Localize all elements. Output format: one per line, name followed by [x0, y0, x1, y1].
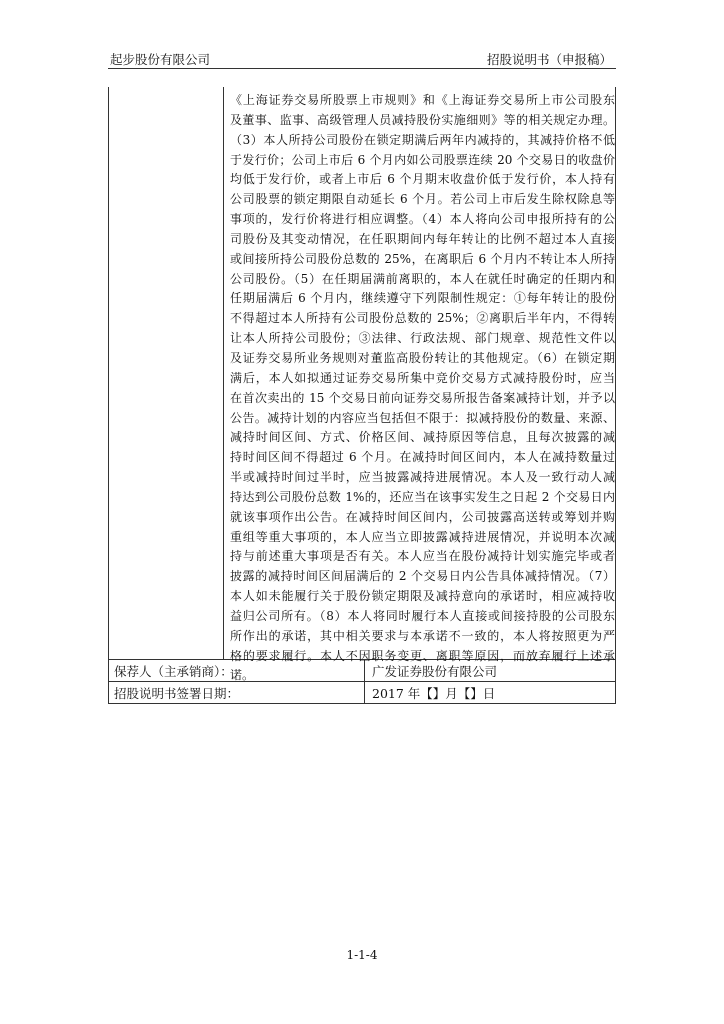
text-line: 让本人所持公司股份；③法律、行政法规、部门规章、规范性文件以	[230, 331, 615, 346]
sign-date-label: 招股说明书签署日期：	[114, 686, 240, 701]
document-title: 招股说明书（申报稿）	[486, 52, 612, 67]
text-line: 《上海证券交易所股票上市规则》和《上海证券交易所上市公司股东	[230, 93, 615, 107]
text-line: 公司股份。（5）在任期届满前离职的，本人在就任时确定的任期内和	[230, 271, 615, 286]
text-line: 诺。	[230, 668, 255, 683]
text-line: 或间接所持公司股份总数的 25%，在离职后 6 个月内不转让本人所持	[230, 251, 615, 266]
text-line: 半或减持时间过半时，应当披露减持进展情况。本人及一致行动人减	[230, 470, 615, 485]
text-line: 在首次卖出的 15 个交易日前向证券交易所报告备案减持计划，并予以	[230, 390, 615, 405]
text-line: 所作出的承诺，其中相关要求与本承诺不一致的，本人将按照更为严	[230, 628, 615, 643]
table-inner-divider	[223, 87, 224, 659]
table-left-border	[108, 87, 109, 703]
page-header	[108, 46, 616, 69]
sponsor-label: 保荐人（主承销商）：	[114, 664, 233, 679]
text-line: 均低于发行价，或者上市后 6 个月期末收盘价低于发行价，本人持有	[230, 172, 615, 187]
text-line: 就该事项作出公告。在减持时间区间内，公司披露高送转或筹划并购	[230, 509, 615, 524]
text-line: 持与前述重大事项是否有关。本人应当在股份减持计划实施完毕或者	[230, 549, 615, 564]
text-line: 司股份及其变动情况，在任职期间内每年转让的比例不超过本人直接	[230, 231, 615, 246]
table-right-border	[615, 87, 616, 703]
text-line: 格的要求履行。本人不因职务变更、离职等原因，而放弃履行上述承	[230, 648, 615, 663]
text-line: 于发行价；公司上市后 6 个月内如公司股票连续 20 个交易日的收盘价	[230, 152, 615, 167]
text-line: 不得超过本人所持有公司股份总数的 25%；②离职后半年内，不得转	[230, 311, 615, 326]
text-line: 及证券交易所业务规则对董监高股份转让的其他规定。（6）在锁定期	[230, 350, 615, 365]
company-name: 起步股份有限公司	[110, 52, 211, 67]
text-line: 满后，本人如拟通过证券交易所集中竞价交易方式减持股份时，应当	[230, 370, 615, 385]
text-line: 披露的减持时间区间届满后的 2 个交易日内公告具体减持情况。（7）	[230, 569, 615, 584]
text-line: 公司股票的锁定期限自动延长 6 个月。若公司上市后发生除权除息等	[230, 192, 615, 207]
text-line: 持达到公司股份总数 1%的，还应当在该事实发生之日起 2 个交易日内	[230, 489, 615, 504]
text-line: 持时间区间不得超过 6 个月。在减持时间区间内，本人在减持数量过	[230, 450, 615, 465]
text-line: 重组等重大事项的，本人应当立即披露减持进展情况，并说明本次减	[230, 529, 615, 544]
table-bottom-border	[108, 703, 616, 704]
text-line: 本人如未能履行关于股份锁定期限及减持意向的承诺时，相应减持收	[230, 589, 615, 604]
page-number: 1-1-4	[346, 948, 378, 962]
sponsor-value: 广发证券股份有限公司	[372, 664, 498, 679]
commitment-text	[230, 91, 615, 686]
text-line: 及董事、监事、高级管理人员减持股份实施细则》等的相关规定办理。	[230, 112, 615, 127]
text-line: 任期届满后 6 个月内，继续遵守下列限制性规定：①每年转让的股份	[230, 291, 615, 306]
text-line: 益归公司所有。（8）本人将同时履行本人直接或间接持股的公司股东	[230, 608, 615, 623]
text-line: （3）本人所持公司股份在锁定期满后两年内减持的，其减持价格不低	[230, 132, 615, 147]
text-line: 事项的，发行价将进行相应调整。（4）本人将向公司申报所持有的公	[230, 212, 615, 227]
text-line: 减持时间区间、方式、价格区间、减持原因等信息，且每次披露的减	[230, 430, 615, 445]
text-line: 公告。减持计划的内容应当包括但不限于：拟减持股份的数量、来源、	[230, 410, 615, 425]
sign-date-value: 2017 年【】月【】日	[372, 686, 496, 701]
